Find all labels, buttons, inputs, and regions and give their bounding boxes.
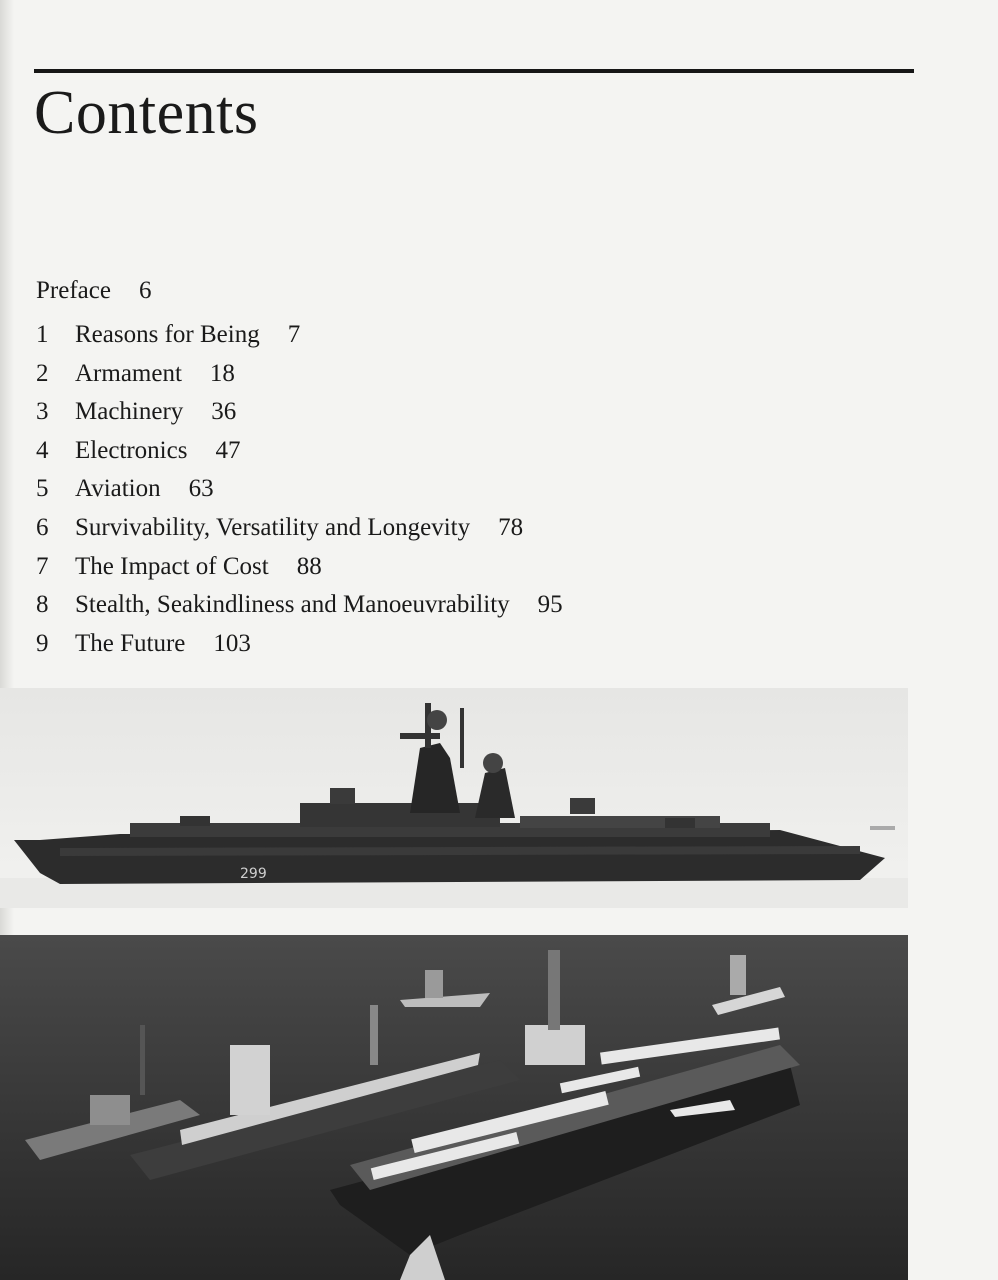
toc-entry[interactable] (36, 355, 563, 394)
chapter-title: Stealth, Seakindliness and Manoeuvrability (75, 591, 510, 619)
chapter-title: Machinery (75, 398, 184, 426)
chapter-number: 1 (36, 321, 49, 348)
chapter-page: 63 (188, 475, 214, 503)
chapter-number: 3 (36, 398, 49, 426)
chapter-title: Reasons for Being (75, 321, 260, 348)
chapter-title: Aviation (75, 475, 161, 503)
chapter-page: 47 (215, 436, 241, 464)
toc-entry[interactable] (36, 586, 563, 625)
chapter-title: Survivability, Versatility and Longevity (75, 513, 471, 541)
chapter-page: 78 (498, 513, 524, 541)
toc-entry[interactable] (36, 548, 563, 587)
preface-label: Preface (36, 277, 111, 304)
chapter-number: 6 (36, 513, 49, 541)
warship-photo (0, 688, 908, 908)
chapter-number: 5 (36, 475, 49, 503)
toc-entry[interactable] (36, 470, 563, 509)
header-rule (34, 69, 914, 73)
chapter-number: 4 (36, 436, 49, 464)
table-of-contents (36, 272, 563, 663)
chapter-title: Electronics (75, 436, 188, 464)
chapter-number: 2 (36, 359, 49, 387)
chapter-page: 88 (296, 552, 322, 580)
toc-entry[interactable] (36, 625, 563, 664)
chapter-page: 7 (287, 321, 301, 348)
chapter-page: 18 (209, 359, 235, 387)
preface-page: 6 (138, 277, 152, 304)
chapter-number: 9 (36, 629, 49, 657)
chapter-title: The Impact of Cost (75, 552, 269, 580)
hull-number: 299 (240, 866, 267, 882)
chapter-title: The Future (75, 629, 186, 657)
chapter-title: Armament (75, 359, 182, 387)
toc-entry[interactable] (36, 393, 563, 432)
chapter-page: 95 (537, 591, 563, 619)
toc-entry[interactable] (36, 316, 563, 355)
chapter-page: 103 (213, 629, 251, 657)
chapter-number: 8 (36, 591, 49, 619)
carrier-group-photo (0, 935, 908, 1280)
page-title: Contents (34, 79, 259, 147)
toc-entry[interactable] (36, 509, 563, 548)
chapter-page: 36 (211, 398, 237, 426)
chapter-number: 7 (36, 552, 49, 580)
toc-entry[interactable] (36, 432, 563, 471)
toc-preface[interactable] (36, 272, 563, 310)
